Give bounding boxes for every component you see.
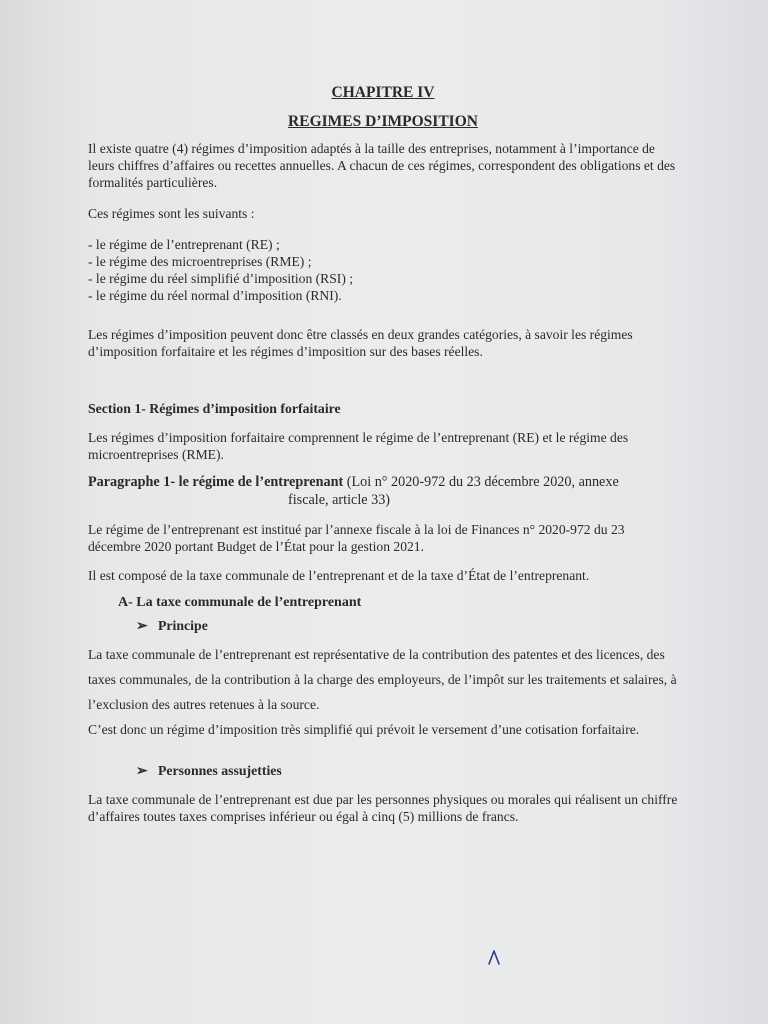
arrow-bullet-icon: ➢ xyxy=(136,618,148,633)
paragraph-1-title: Paragraphe 1- le régime de l’entreprenant xyxy=(88,474,344,490)
list-item: - le régime des microentreprises (RME) ; xyxy=(88,254,312,269)
assujetties-text: La taxe communale de l’entreprenant est due par les personnes physiques ou morales qui réalisent un chiffre d’affaires toutes taxes comprises inférieur ou égal à cinq (5) millions de francs. xyxy=(88,792,678,824)
subsection-a-heading: A- La taxe communale de l’entreprenant xyxy=(118,595,362,610)
page-content xyxy=(88,84,678,825)
paragraph-1-text-1: Le régime de l’entreprenant est institué par l’annexe fiscale à la loi de Finances n° 2020-972 du 23 décembre 2020 portant Budget de l’État pour la gestion 2021. xyxy=(88,522,625,554)
principe-text-1: La taxe communale de l’entreprenant est représentative de la contribution des patentes et des licences, des taxes communales, de la contribution à la charge des employeurs, de l’impôt sur les traitements et salaires, à l’exclusion des autres retenues à la source. xyxy=(88,647,677,712)
principe-label: Principe xyxy=(158,618,208,633)
principe-text-2: C’est donc un régime d’imposition très simplifié qui prévoit le versement d’une cotisation forfaitaire. xyxy=(88,722,640,737)
intro-paragraph: Il existe quatre (4) régimes d’imposition adaptés à la taille des entreprises, notamment à l’importance de leurs chiffres d’affaires ou recettes annuelles. A chacun de ces régimes, correspondent des obligations et des formalités particulières. xyxy=(88,141,676,190)
list-item: - le régime de l’entreprenant (RE) ; xyxy=(88,237,280,252)
chapter-title: REGIMES D’IMPOSITION xyxy=(288,113,478,130)
section-1-text: Les régimes d’imposition forfaitaire comprennent le régime de l’entreprenant (RE) et le régime des microentreprises (RME). xyxy=(88,430,629,462)
arrow-bullet-icon: ➢ xyxy=(136,763,148,778)
regimes-list xyxy=(88,236,678,304)
pen-stroke xyxy=(489,951,499,964)
classification-paragraph: Les régimes d’imposition peuvent donc être classés en deux grandes catégories, à savoir les régimes d’imposition forfaitaire et les régimes d’imposition sur des bases réelles. xyxy=(88,327,633,359)
list-item: - le régime du réel simplifié d’imposition (RSI) ; xyxy=(88,271,354,286)
list-item: - le régime du réel normal d’imposition (RNI). xyxy=(88,288,342,303)
chapter-heading: CHAPITRE IV xyxy=(331,84,435,101)
handwritten-page-mark-icon xyxy=(487,948,501,966)
paragraph-1-text-2: Il est composé de la taxe communale de l’entreprenant et de la taxe d’État de l’entreprenant. xyxy=(88,568,590,583)
section-1-heading: Section 1- Régimes d’imposition forfaitaire xyxy=(88,401,341,416)
assujetties-heading xyxy=(136,762,678,779)
assujetties-label: Personnes assujetties xyxy=(158,763,282,778)
paragraph-1-reference: (Loi n° 2020-972 du 23 décembre 2020, annexe xyxy=(346,474,619,490)
paragraph-1-heading xyxy=(88,473,678,509)
paragraph-1-reference-cont: fiscale, article 33) xyxy=(288,492,391,508)
list-intro: Ces régimes sont les suivants : xyxy=(88,206,255,221)
principe-heading xyxy=(136,617,678,634)
